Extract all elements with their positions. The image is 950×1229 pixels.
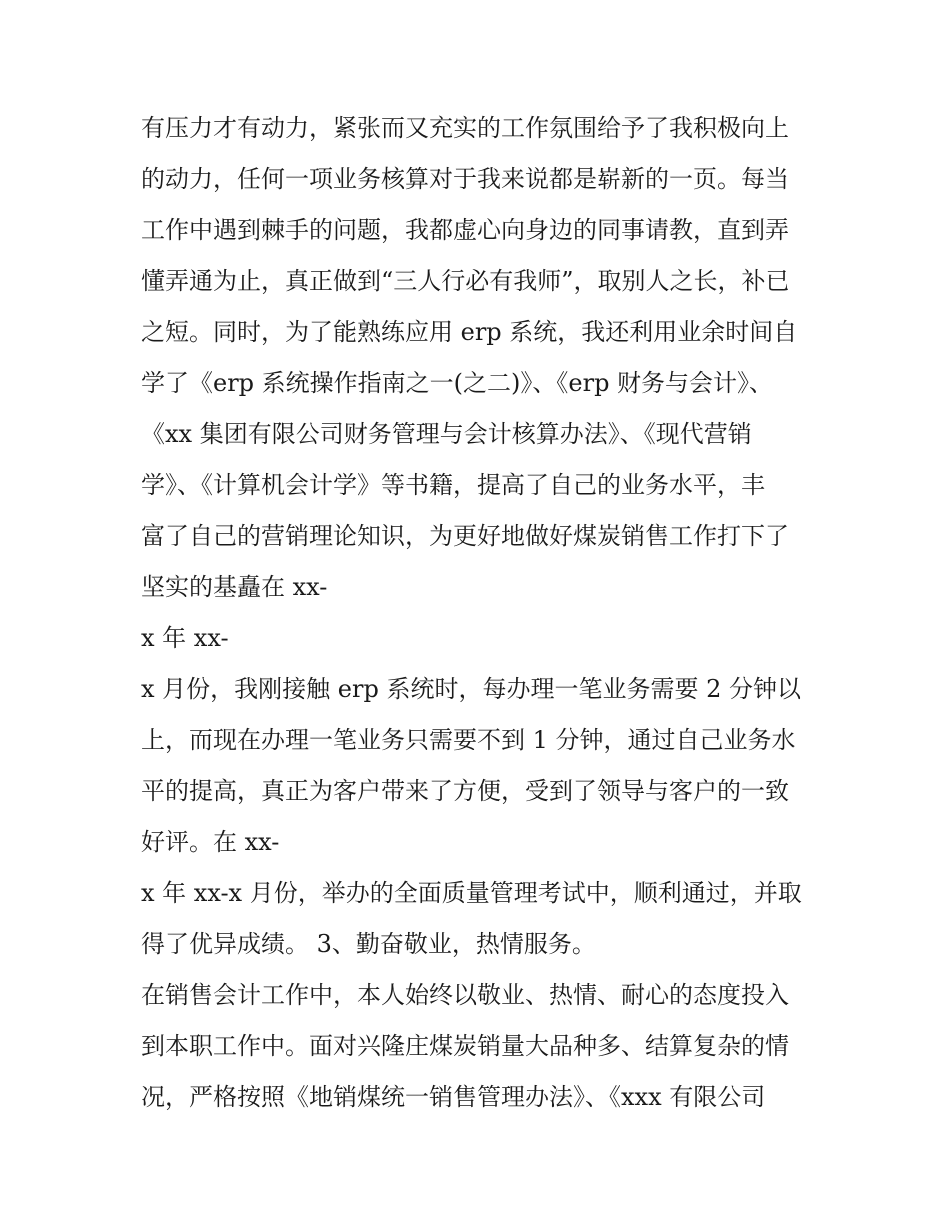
text-line: 之短。同时，为了能熟练应用 erp 系统，我还利用业余时间自 <box>141 318 798 346</box>
text-line: 坚实的基矗在 xx- <box>141 573 328 601</box>
text-line: 得了优异成绩。 3、勤奋敬业，热情服务。 <box>141 930 596 958</box>
text-line: 学》、《计算机会计学》等书籍，提高了自己的业务水平，丰 <box>141 471 765 499</box>
text-line: 学了《erp 系统操作指南之一(之二)》、《erp 财务与会计》、 <box>141 369 774 397</box>
text-line: 懂弄通为止，真正做到“三人行必有我师”，取别人之长，补已 <box>141 267 790 295</box>
text-line: 在销售会计工作中，本人始终以敬业、热情、耐心的态度投入 <box>141 981 789 1009</box>
text-line: 况，严格按照《地销煤统一销售管理办法》、《xxx 有限公司 <box>141 1083 766 1111</box>
text-line: 《xx 集团有限公司财务管理与会计核算办法》、《现代营销 <box>141 420 752 448</box>
text-line: 的动力，任何一项业务核算对于我来说都是崭新的一页。每当 <box>141 165 789 193</box>
text-line: 富了自己的营销理论知识，为更好地做好煤炭销售工作打下了 <box>141 522 789 550</box>
text-line: x 年 xx-x 月份，举办的全面质量管理考试中，顺利通过，并取 <box>141 879 802 907</box>
text-line: 工作中遇到棘手的问题，我都虚心向身边的同事请教，直到弄 <box>141 216 789 244</box>
text-line: 平的提高，真正为客户带来了方便，受到了领导与客户的一致 <box>141 777 789 805</box>
text-line: 有压力才有动力，紧张而又充实的工作氛围给予了我积极向上 <box>141 114 789 142</box>
text-line: 上，而现在办理一笔业务只需要不到 1 分钟，通过自己业务水 <box>141 726 796 754</box>
text-line: x 月份，我刚接触 erp 系统时，每办理一笔业务需要 2 分钟以 <box>141 675 801 703</box>
text-line: 到本职工作中。面对兴隆庄煤炭销量大品种多、结算复杂的情 <box>141 1032 789 1060</box>
body-text <box>141 103 821 1123</box>
text-line: x 年 xx- <box>141 624 229 652</box>
text-line: 好评。在 xx- <box>141 828 280 856</box>
